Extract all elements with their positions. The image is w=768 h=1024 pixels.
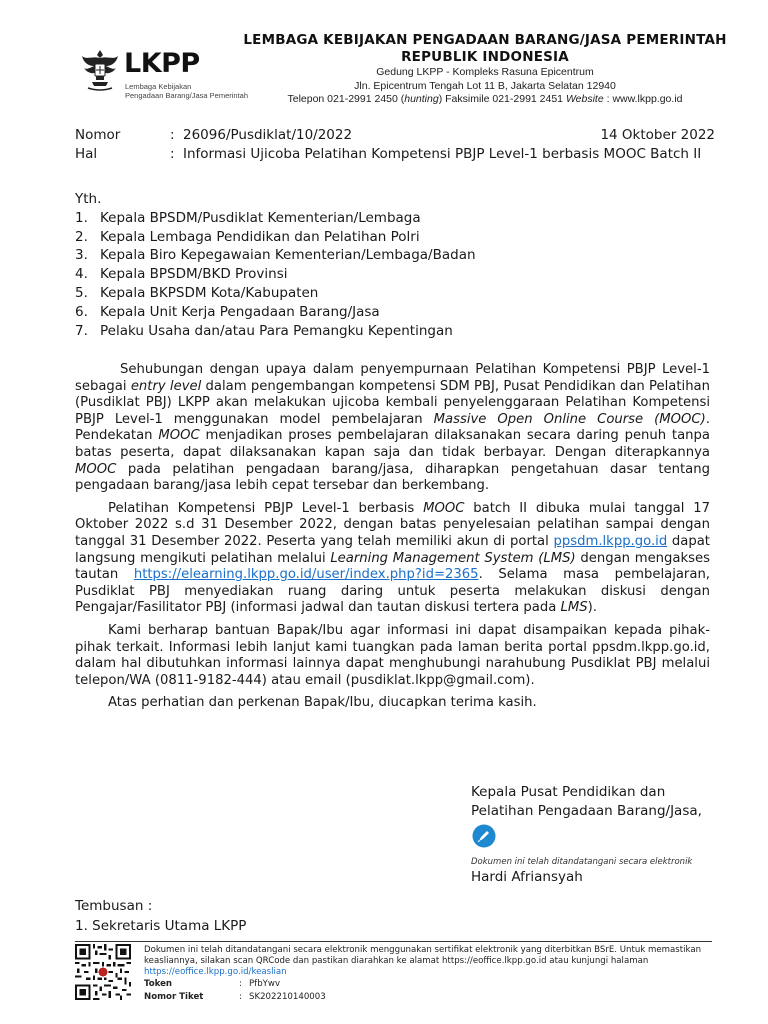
address-street: Jln. Epicentrum Tengah Lot 11 B, Jakarta Selatan 12940 bbox=[354, 79, 616, 92]
list-item: 5. Kepala BKPSDM Kota/Kabupaten bbox=[75, 284, 319, 301]
body-paragraph-4: Atas perhatian dan perkenan Bapak/Ibu, diucapkan terima kasih. bbox=[108, 695, 537, 711]
qr-code-icon[interactable] bbox=[75, 944, 131, 1000]
body-paragraph-3: Kami berharap bantuan Bapak/Ibu agar informasi ini dapat disampaikan kepada pihak-pihak terkait. Informasi lebih lanjut kami tuangkan pada laman berita portal ppsdm.lkpp.go.id, dalam hal dibutuhkan informasi lainnya dapat menghubungi narahubung Pusdiklat PBJ melalui telepon/WA (0811-9182-444) atau email (pusdiklat.lkpp@gmail.com). bbox=[75, 622, 710, 688]
token-row bbox=[144, 979, 716, 991]
lkpp-logo bbox=[80, 46, 260, 102]
list-item: 6. Kepala Unit Kerja Pengadaan Barang/Jasa bbox=[75, 303, 380, 320]
org-country: REPUBLIK INDONESIA bbox=[401, 49, 569, 65]
letter-body bbox=[75, 362, 710, 718]
token-label: Token bbox=[144, 979, 173, 989]
token-value: PfbYwv bbox=[249, 979, 281, 989]
body-paragraph-1: Sehubungan dengan upaya dalam penyempurnaan Pelatihan Kompetensi PBJP Level-1 sebagai entry level dalam pengembangan kompetensi SDM PBJ, Pusat Pendidikan dan Pelatihan (Pusdiklat PBJ) LKPP akan melakukan ujicoba kembali penyelenggaraan Pelatihan Kompetensi PBJP Level-1 menggunakan model pembelajaran Massive Open Online Course (MOOC). Pendekatan MOOC menjadikan proses pembelajaran dilaksanakan secara daring penuh tanpa batas peserta, dapat dilaksanakan kapan saja dan tidak berbayar. Dengan diterapkannya MOOC pada pelatihan pengadaan barang/jasa, diharapkan pengetahuan dasar tentang pengadaan barang/jasa lebih cepat tersebar dan berkembang. bbox=[75, 362, 710, 494]
letterhead bbox=[0, 0, 768, 115]
hal-label: Hal bbox=[75, 146, 98, 162]
portal-link[interactable]: ppsdm.lkpp.go.id bbox=[553, 533, 668, 549]
list-item: 4. Kepala BPSDM/BKD Provinsi bbox=[75, 266, 288, 283]
ticket-label: Nomor Tiket bbox=[144, 992, 204, 1002]
hal-colon: : bbox=[170, 146, 175, 162]
list-item: 1. Kepala BPSDM/Pusdiklat Kementerian/Lembaga bbox=[75, 209, 421, 226]
nomor-row bbox=[75, 126, 715, 145]
letter-date: 14 Oktober 2022 bbox=[600, 127, 715, 143]
ticket-row bbox=[144, 992, 716, 1004]
esign-note: Dokumen ini telah ditandatangani secara elektronik bbox=[471, 857, 693, 867]
token-colon: : bbox=[239, 979, 242, 989]
elearning-link[interactable]: https://elearning.lkpp.go.id/user/index.php?id=2365 bbox=[133, 567, 479, 583]
tembusan-item: 1. Sekretaris Utama LKPP bbox=[75, 918, 247, 934]
nomor-colon: : bbox=[170, 127, 175, 143]
address-building: Gedung LKPP - Kompleks Rasuna Epicentrum bbox=[376, 66, 594, 78]
logo-wordmark: LKPP bbox=[124, 48, 200, 79]
nomor-label: Nomor bbox=[75, 127, 121, 143]
nomor-value: 26096/Pusdiklat/10/2022 bbox=[183, 127, 353, 143]
logo-subtitle-line-2: Pengadaan Barang/Jasa Pemerintah bbox=[125, 91, 249, 100]
footer-divider bbox=[75, 941, 712, 942]
body-paragraph-2: Pelatihan Kompetensi PBJP Level-1 berbasis MOOC batch II dibuka mulai tanggal 17 Oktober 2022 s.d 31 Desember 2022, dengan batas penyelesaian pelatihan sampai dengan tanggal 31 Desember 2022. Peserta yang telah memiliki akun di portal ppsdm.lkpp.go.id dapat langsung mengikuti pelatihan melalui Learning Management System (LMS) dengan mengakses tautan https://elearning.lkpp.go.id/user/index.php?id=2365. Selama masa pembelajaran, Pusdiklat PBJ menyediakan ruang daring untuk peserta melakukan diskusi dengan Pengajar/Fasilitator PBJ (informasi jadwal dan tautan diskusi tertera pada LMS). bbox=[75, 500, 711, 616]
logo-subtitle-line-1: Lembaga Kebijakan bbox=[125, 82, 192, 91]
letterhead-text bbox=[240, 32, 730, 107]
signer-title-2: Pelatihan Pengadaan Barang/Jasa, bbox=[471, 803, 702, 819]
letter-meta bbox=[75, 126, 715, 164]
list-item: 7. Pelaku Usaha dan/atau Para Pemangku Kepentingan bbox=[75, 322, 453, 339]
signature-block bbox=[471, 783, 731, 887]
e-signature-stamp-icon bbox=[472, 824, 496, 848]
contact-line: Telepon 021-2991 2450 (hunting) Faksimile 021-2991 2451 Website : www.lkpp.go.id bbox=[287, 93, 683, 105]
greeting: Yth. bbox=[75, 191, 102, 207]
recipient-list bbox=[75, 190, 476, 340]
signer-name: Hardi Afriansyah bbox=[471, 869, 583, 885]
ticket-value: SK202210140003 bbox=[249, 992, 326, 1002]
hal-row bbox=[75, 145, 715, 164]
org-name: LEMBAGA KEBIJAKAN PENGADAAN BARANG/JASA PEMERINTAH bbox=[243, 32, 727, 48]
tembusan bbox=[75, 896, 246, 936]
footer-text: Dokumen ini telah ditandatangani secara elektronik menggunakan sertifikat elektronik yang diterbitkan BSrE. Untuk memastikan keasliannya, silakan scan QRCode dan pastikan diarahkan ke alamat https://eoffice.lkpp.go.id atau kunjungi halaman bbox=[144, 945, 702, 966]
hal-value: Informasi Ujicoba Pelatihan Kompetensi PBJP Level-1 berbasis MOOC Batch II bbox=[183, 146, 702, 162]
keaslian-link[interactable]: https://eoffice.lkpp.go.id/keaslian bbox=[144, 967, 287, 977]
signer-title-1: Kepala Pusat Pendidikan dan bbox=[471, 784, 666, 800]
list-item: 3. Kepala Biro Kepegawaian Kementerian/Lembaga/Badan bbox=[75, 247, 476, 264]
tembusan-label: Tembusan : bbox=[75, 898, 153, 914]
footer-verification bbox=[144, 945, 716, 1004]
ticket-colon: : bbox=[239, 992, 242, 1002]
list-item: 2. Kepala Lembaga Pendidikan dan Pelatihan Polri bbox=[75, 228, 420, 245]
garuda-emblem-icon bbox=[80, 46, 120, 96]
